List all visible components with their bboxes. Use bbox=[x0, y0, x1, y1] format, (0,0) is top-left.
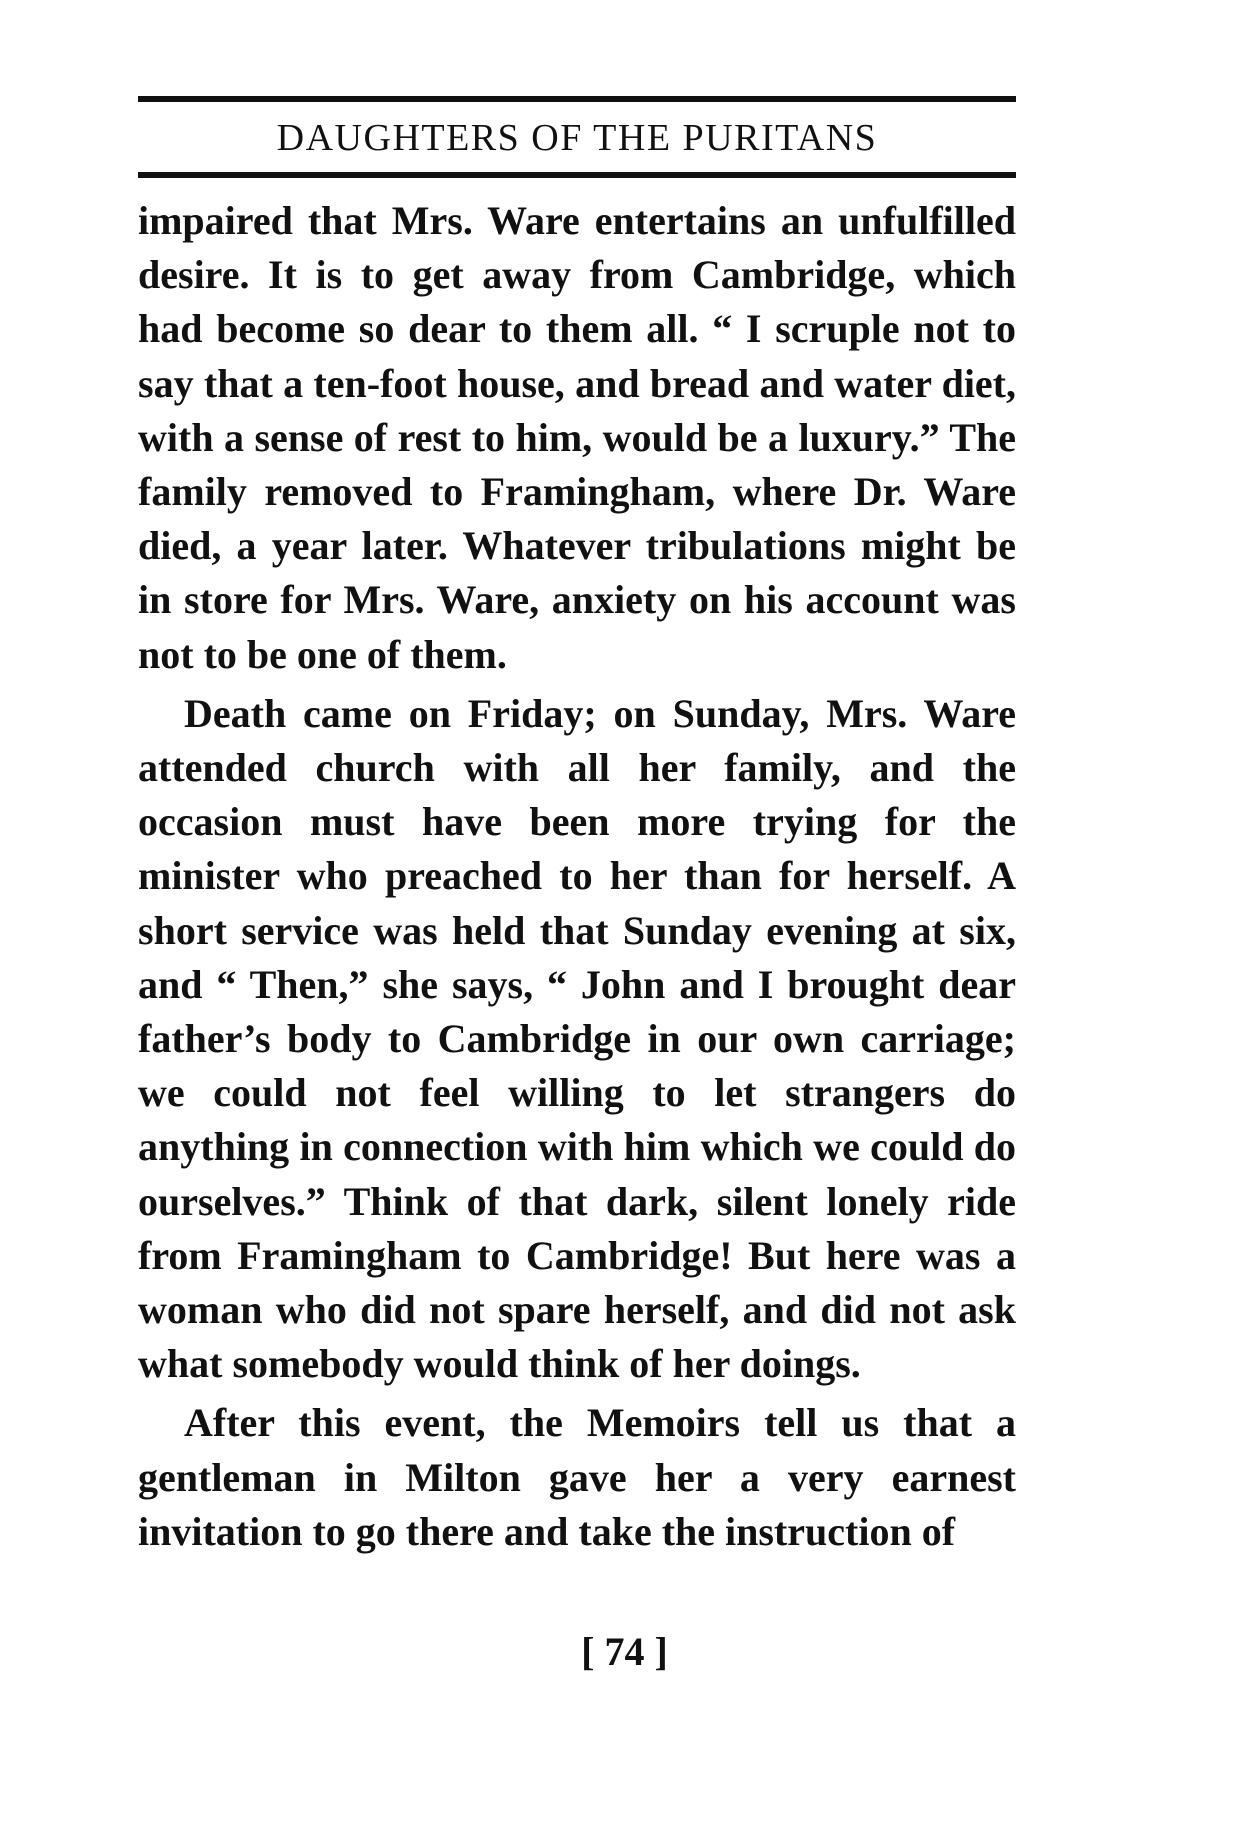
paragraph-1: impaired that Mrs. Ware entertains an unfulfilled desire. It is to get away from Cambridge, which had become so dear to them all. “ I scruple not to say that a ten-foot house, and bread and water diet, with a sense of rest to him, would be a luxury.” The family removed to Framingham, where Dr. Ware died, a year later. Whatever tribulations might be in store for Mrs. Ware, anxiety on his account was not to be one of them. bbox=[138, 198, 1016, 677]
page-number: [ 74 ] bbox=[581, 1629, 668, 1674]
paragraph-2: Death came on Friday; on Sunday, Mrs. Ware attended church with all her family, and the occasion must have been more trying for the minister who preached to her than for herself. A short service was held that Sunday evening at six, and “ Then,” she says, “ John and I brought dear father’s body to Cambridge in our own carriage; we could not feel willing to let strangers do anything in connection with him which we could do ourselves.” Think of that dark, silent lonely ride from Framingham to Cambridge! But here was a woman who did not spare herself, and did not ask what somebody would think of her doings. bbox=[138, 690, 1016, 1387]
header-rule-bottom bbox=[138, 172, 1016, 178]
body-text bbox=[138, 194, 1016, 1559]
book-page bbox=[138, 96, 1016, 1559]
running-head: DAUGHTERS OF THE PURITANS bbox=[276, 117, 878, 159]
header-rule-top bbox=[138, 96, 1016, 102]
paragraph-3: After this event, the Memoirs tell us that a gentleman in Milton gave her a very earnest invitation to go there and take the instruction of bbox=[138, 1400, 1016, 1554]
